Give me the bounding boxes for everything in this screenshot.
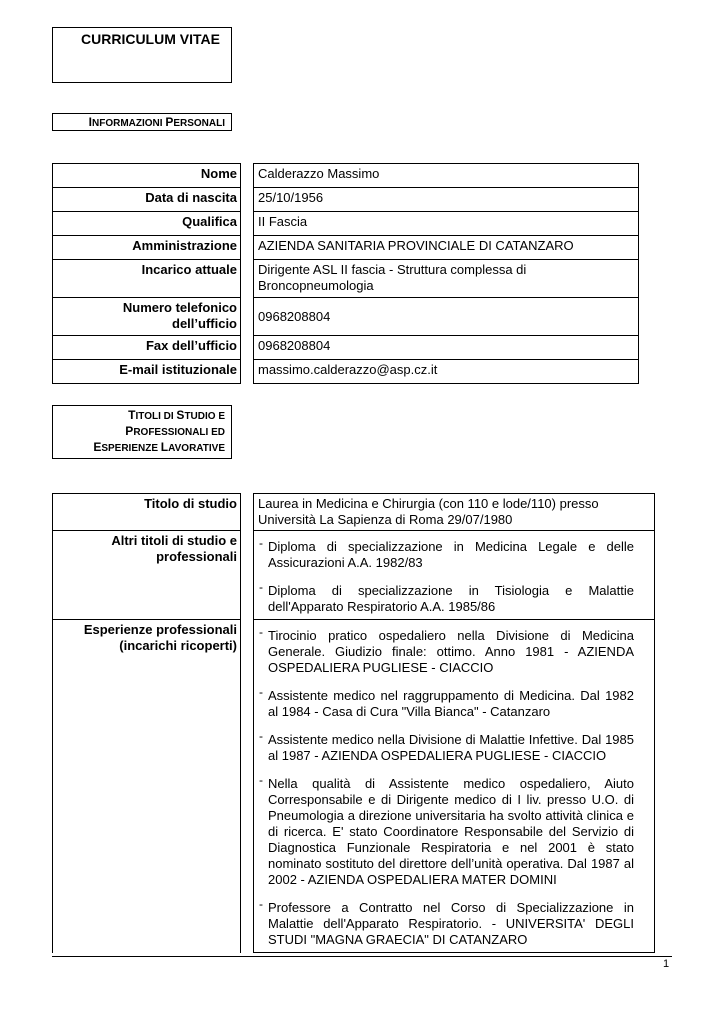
page-number: 1 (663, 958, 670, 970)
table-row (53, 236, 639, 260)
email-value: massimo.calderazzo@asp.cz.it (254, 360, 639, 384)
table-row (53, 164, 639, 188)
list-item: - Professore a Contratto nel Corso di Specializzazione in Malattie dell'Apparato Respiratorio. - UNIVERSITA' DEGLI STUDI "MAGNA GRAECIA" DI CATANZARO (258, 900, 634, 948)
amministrazione-value: AZIENDA SANITARIA PROVINCIALE DI CATANZARO (254, 236, 639, 260)
email-label: E-mail istituzionale (53, 360, 241, 384)
table-row (53, 494, 655, 531)
list-item: - Diploma di specializzazione in Tisiologia e Malattie dell'Apparato Respiratorio A.A. 1985/86 (258, 583, 634, 615)
incarico-label: Incarico attuale (53, 260, 241, 298)
esperienze-list (258, 628, 634, 948)
table-row (53, 212, 639, 236)
nascita-value: 25/10/1956 (254, 188, 639, 212)
amministrazione-label: Amministrazione (53, 236, 241, 260)
cv-title-box (52, 27, 232, 83)
table-row (53, 531, 655, 620)
cv-title: CURRICULUM VITAE (81, 31, 220, 47)
table-row (53, 360, 639, 384)
esperienze-label: Esperienze professionali (incarichi ricoperti) (53, 620, 241, 953)
nome-value: Calderazzo Massimo (254, 164, 639, 188)
telefono-label: Numero telefonico dell’ufficio (53, 298, 241, 336)
altri-titoli-value (254, 531, 655, 620)
titolo-value: Laurea in Medicina e Chirurgia (con 110 e lode/110) presso Università La Sapienza di Roma 29/07/1980 (254, 494, 655, 531)
nome-label: Nome (53, 164, 241, 188)
nascita-label: Data di nascita (53, 188, 241, 212)
personal-info-table (52, 163, 639, 384)
incarico-value: Dirigente ASL II fascia - Struttura complessa di Broncopneumologia (254, 260, 639, 298)
footer-divider (52, 956, 672, 957)
qualifica-value: II Fascia (254, 212, 639, 236)
table-row (53, 188, 639, 212)
section-personal-heading: INFORMAZIONI PERSONALI (52, 113, 232, 131)
fax-value: 0968208804 (254, 336, 639, 360)
altri-titoli-list (258, 539, 634, 615)
list-item: - Nella qualità di Assistente medico ospedaliero, Aiuto Corresponsabile e di Dirigente medico di I liv. presso U.O. di Pneumologia a direzione universitaria ha svolto attività clinica e di ricerca. E' stato Coordinatore Responsabile del Servizio di Diagnostica Funzionale Respiratoria e nel 2001 è stato nominato sostituto del direttore dell’unità operativa. Dal 1987 al 2002 - AZIENDA OSPEDALIERA MATER DOMINI (258, 776, 634, 888)
section-studies-heading: TITOLI DI STUDIO E PROFESSIONALI ED ESPERIENZE LAVORATIVE (52, 405, 232, 459)
titolo-label: Titolo di studio (53, 494, 241, 531)
list-item: - Tirocinio pratico ospedaliero nella Divisione di Medicina Generale. Giudizio finale: ottimo. Anno 1981 - AZIENDA OSPEDALIERA PUGLIESE - CIACCIO (258, 628, 634, 676)
list-item: - Assistente medico nella Divisione di Malattie Infettive. Dal 1985 al 1987 - AZIENDA OSPEDALIERA PUGLIESE - CIACCIO (258, 732, 634, 764)
esperienze-value (254, 620, 655, 953)
table-row (53, 336, 639, 360)
table-row (53, 620, 655, 953)
table-row (53, 260, 639, 298)
qualifica-label: Qualifica (53, 212, 241, 236)
fax-label: Fax dell’ufficio (53, 336, 241, 360)
list-item: - Diploma di specializzazione in Medicina Legale e delle Assicurazioni A.A. 1982/83 (258, 539, 634, 571)
table-row (53, 298, 639, 336)
list-item: - Assistente medico nel raggruppamento di Medicina. Dal 1982 al 1984 - Casa di Cura "Villa Bianca" - Catanzaro (258, 688, 634, 720)
telefono-value: 0968208804 (254, 298, 639, 336)
studies-table (52, 493, 655, 953)
altri-titoli-label: Altri titoli di studio e professionali (53, 531, 241, 620)
